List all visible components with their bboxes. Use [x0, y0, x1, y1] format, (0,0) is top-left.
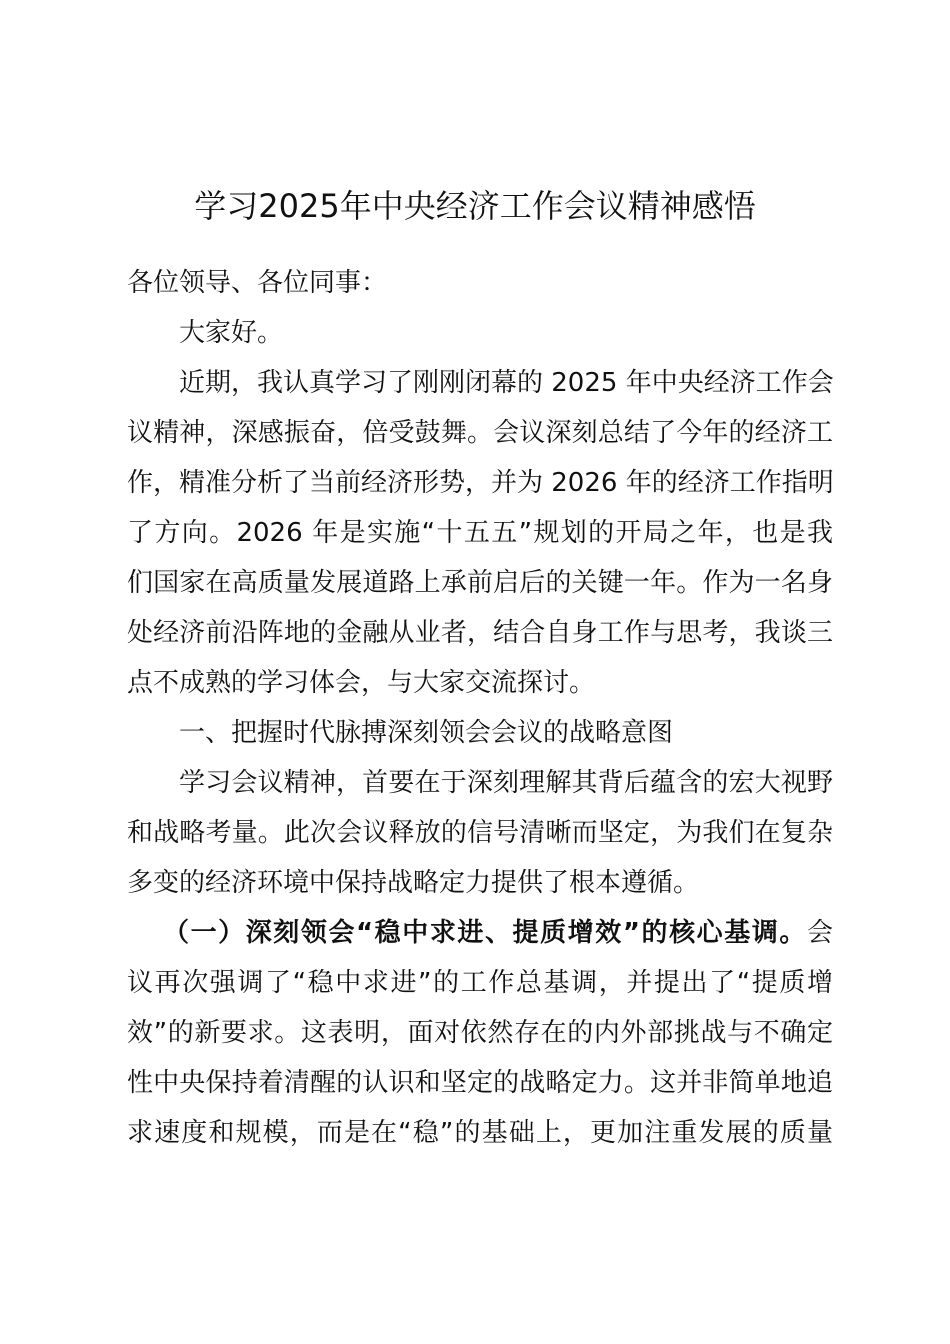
text-line: 学习会议精神，首要在于深刻理解其背后蕴含的宏大视野 — [179, 768, 833, 798]
subsection-heading: （一）深刻领会“稳中求进、提质增效”的核心基调。 — [163, 918, 807, 948]
greeting: 大家好。 — [179, 318, 284, 348]
text-line: 议再次强调了“稳中求进”的工作总基调，并提出了“提质增 — [127, 968, 833, 998]
section-paragraph — [127, 758, 833, 908]
text-line: 点不成熟的学习体会，与大家交流探讨。 — [127, 668, 596, 698]
section-heading: 一、把握时代脉搏深刻领会会议的战略意图 — [179, 718, 674, 748]
text-line: 作，精准分析了当前经济形势，并为 2026 年的经济工作指明 — [127, 468, 834, 498]
subsection-paragraph — [127, 908, 833, 1158]
document-body — [127, 258, 833, 1158]
text-line: 们国家在高质量发展道路上承前启后的关键一年。作为一名身 — [127, 568, 833, 598]
text-line: 求速度和规模，而是在“稳”的基础上，更加注重发展的质量 — [127, 1118, 833, 1148]
text-line: 效”的新要求。这表明，面对依然存在的内外部挑战与不确定 — [127, 1018, 833, 1048]
text-line: 议精神，深感振奋，倍受鼓舞。会议深刻总结了今年的经济工 — [127, 418, 833, 448]
text-line: 多变的经济环境中保持战略定力提供了根本遵循。 — [127, 868, 700, 898]
text-line: 和战略考量。此次会议释放的信号清晰而坚定，为我们在复杂 — [127, 818, 833, 848]
salutation: 各位领导、各位同事： — [127, 268, 388, 298]
intro-paragraph — [127, 358, 833, 708]
subsection-first-line — [127, 908, 833, 958]
text-line: 性中央保持着清醒的认识和坚定的战略定力。这并非简单地追 — [127, 1068, 833, 1098]
text-line: 处经济前沿阵地的金融从业者，结合自身工作与思考，我谈三 — [127, 618, 833, 648]
text-line: 近期，我认真学习了刚刚闭幕的 2025 年中央经济工作会 — [179, 368, 834, 398]
text-run: 会 — [806, 918, 833, 948]
text-line: 了方向。2026 年是实施“十五五”规划的开局之年，也是我 — [127, 518, 833, 548]
document-title: 学习2025年中央经济工作会议精神感悟 — [194, 187, 756, 225]
